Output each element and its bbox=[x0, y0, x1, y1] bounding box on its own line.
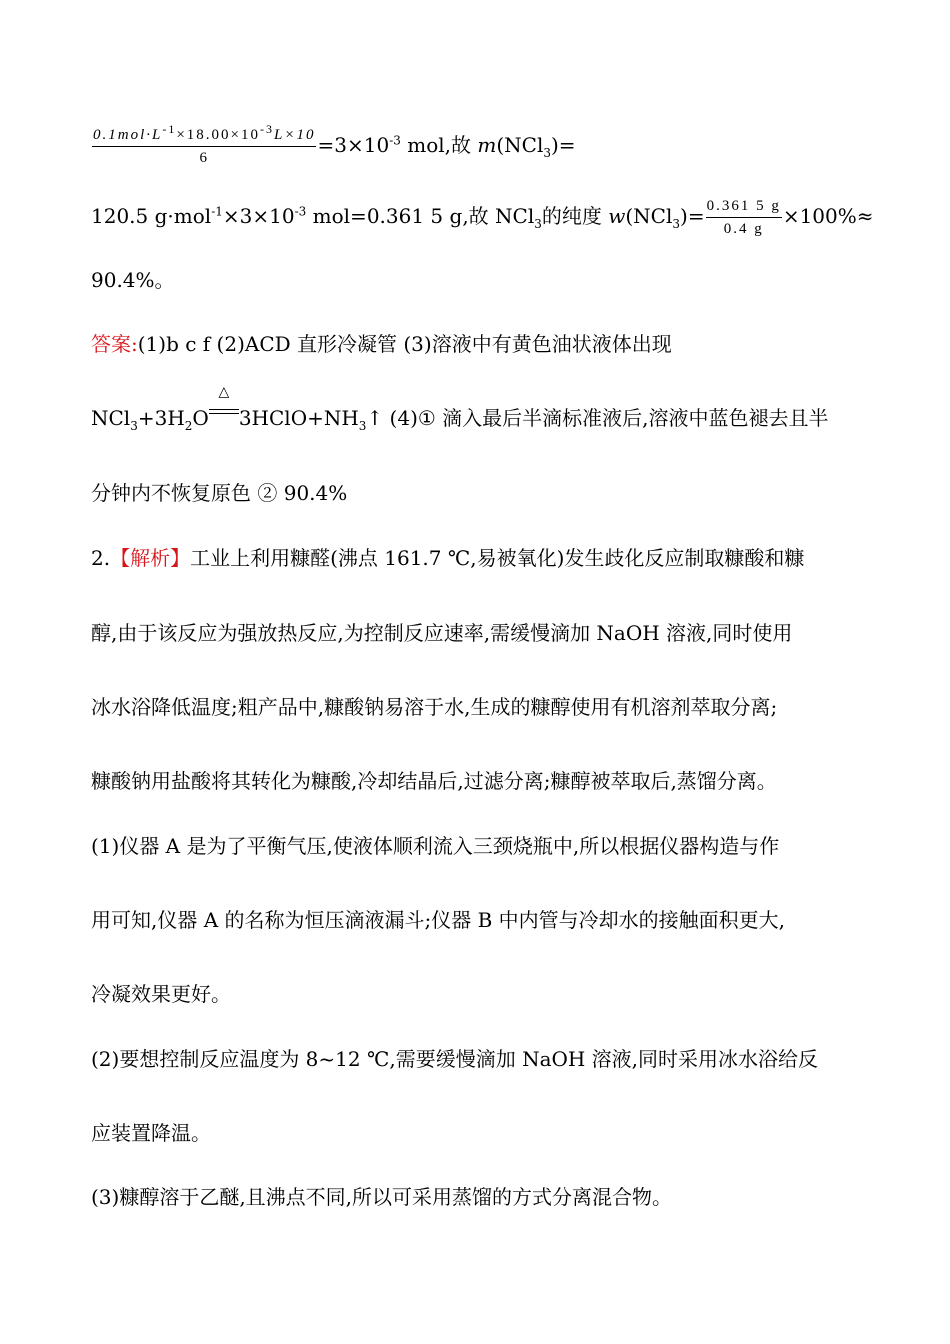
answer-line-1 bbox=[91, 331, 672, 357]
q2-line-9: 应装置降温。 bbox=[91, 1121, 211, 1145]
fraction-concentration bbox=[92, 122, 316, 167]
answer-text: (1)b c f (2)ACD 直形冷凝管 (3)溶液中有黄色油状液体出现 bbox=[137, 332, 672, 356]
fraction-purity bbox=[706, 197, 782, 238]
q2-line-1: 2.【解析】工业上利用糠醛(沸点 161.7 ℃,易被氧化)发生歧化反应制取糠酸和糠 bbox=[91, 546, 805, 570]
q2-line-6: 用可知,仪器 A 的名称为恒压滴液漏斗;仪器 B 中内管与冷却水的接触面积更大, bbox=[91, 908, 786, 932]
q2-analysis-label: 【解析】 bbox=[110, 546, 191, 570]
q2-line-7: 冷凝效果更好。 bbox=[91, 982, 231, 1006]
q2-line-2: 醇,由于该反应为强放热反应,为控制反应速率,需缓慢滴加 NaOH 溶液,同时使用 bbox=[91, 621, 793, 645]
q2-line-10: (3)糠醇溶于乙醚,且沸点不同,所以可采用蒸馏的方式分离混合物。 bbox=[91, 1185, 673, 1209]
heat-equals-sign bbox=[209, 384, 239, 431]
fraction-numerator: $0.1mol\cdot L^{-1}\times 18.00\times 10^{-3}L\times 10$ bbox=[92, 126, 316, 147]
answer-label: 答案: bbox=[91, 332, 138, 356]
answer-line-3: 分钟内不恢复原色 ② 90.4% bbox=[91, 481, 348, 505]
formula-line-2: 120.5 $g\cdot mol^{-1}\times 3\times 10^{-3}$ mol=0.361 5 g,故 NCl$_3$的纯度 w(NCl$_3$)= $\frac{0.361 5 g}{0.4 g}$ ×100%≈ bbox=[91, 198, 874, 237]
heat-triangle-icon: △ bbox=[218, 384, 230, 400]
formula-line-1: $\frac{0.1mol\cdot L^{-1}\times 18.00\times 10^{-3}L\times 10}{6}$ $=3\times 10^{-3}$ mol,故 m(NCl$_3$)= bbox=[93, 122, 576, 166]
q2-number: 2. bbox=[91, 546, 111, 570]
q2-line-5: (1)仪器 A 是为了平衡气压,使液体顺利流入三颈烧瓶中,所以根据仪器构造与作 bbox=[91, 834, 780, 858]
answer-line-2: $NCl_3+3H_2O$ △ $3HClO+NH_3↑$ (4)① 滴入最后半滴标准液后,溶液中蓝色褪去且半 bbox=[91, 405, 829, 431]
q2-line-4: 糠酸钠用盐酸将其转化为糠酸,冷却结晶后,过滤分离;糠醇被萃取后,蒸馏分离。 bbox=[91, 769, 777, 793]
q2-line-3: 冰水浴降低温度;粗产品中,糠酸钠易溶于水,生成的糠醇使用有机溶剂萃取分离; bbox=[91, 695, 778, 719]
result-line: 90.4%。 bbox=[91, 268, 175, 292]
fraction-denominator: 6 bbox=[199, 150, 209, 166]
fraction-numerator: 0.361 5 g bbox=[706, 197, 782, 218]
q2-line-8: (2)要想控制反应温度为 8~12 ℃,需要缓慢滴加 NaOH 溶液,同时采用冰水浴给反 bbox=[91, 1047, 819, 1071]
fraction-denominator: 0.4 g bbox=[723, 221, 764, 237]
